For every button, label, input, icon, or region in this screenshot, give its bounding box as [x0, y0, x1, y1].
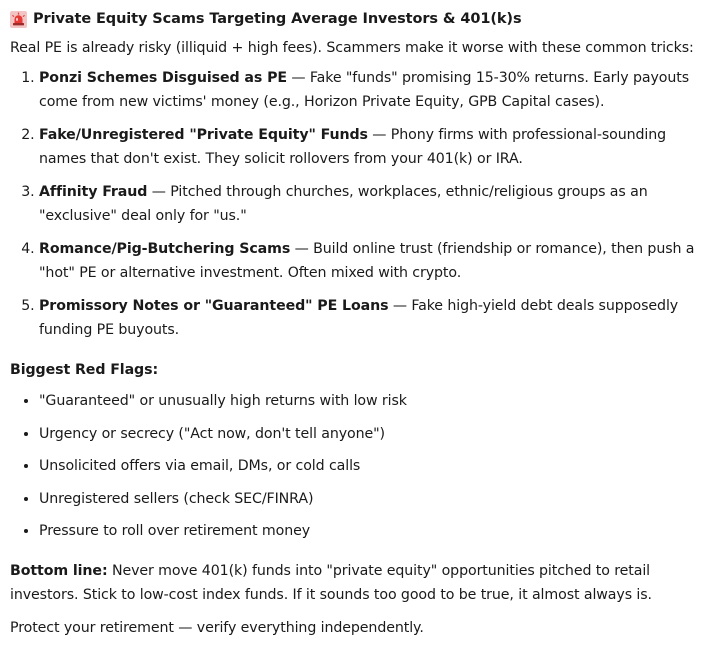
- closing-paragraph: Protect your retirement — verify everything independently.: [10, 619, 424, 636]
- section-heading: [10, 6, 714, 32]
- scam-description: — Pitched through churches, workplaces, ethnic/religious groups as an "exclusive" deal only for "us.": [39, 183, 648, 224]
- list-item: [39, 180, 714, 229]
- scam-title: Ponzi Schemes Disguised as PE: [39, 69, 287, 86]
- list-item: • Urgency or secrecy ("Act now, don't tell anyone"): [39, 422, 714, 447]
- scam-description: — Fake high-yield debt deals supposedly funding PE buyouts.: [39, 297, 679, 338]
- list-item: [39, 294, 714, 343]
- bottom-line-text: Never move 401(k) funds into "private equity" opportunities pitched to retail investors. Stick to low-cost index funds. If it sounds too good to be true, it almost always is.: [10, 562, 652, 603]
- scam-list: [10, 66, 714, 343]
- siren-icon: [10, 11, 27, 28]
- list-item: • Unsolicited offers via email, DMs, or cold calls: [39, 454, 714, 479]
- scam-description: — Build online trust (friendship or romance), then push a "hot" PE or alternative investment. Often mixed with crypto.: [39, 240, 695, 281]
- red-flags-heading: Biggest Red Flags:: [10, 361, 159, 378]
- scam-description: — Fake "funds" promising 15-30% returns. Early payouts come from new victims' money (e.g., Horizon Private Equity, GPB Capital cases).: [39, 69, 689, 110]
- list-item: • "Guaranteed" or unusually high returns with low risk: [39, 389, 714, 414]
- heading-text: Private Equity Scams Targeting Average Investors & 401(k)s: [33, 10, 522, 27]
- red-flags-list: [10, 389, 714, 544]
- list-item: [39, 66, 714, 115]
- scam-title: Fake/Unregistered "Private Equity" Funds: [39, 126, 368, 143]
- list-item: [39, 123, 714, 172]
- bottom-line-label: Bottom line:: [10, 562, 108, 579]
- scam-description: — Phony firms with professional-sounding names that don't exist. They solicit rollovers from your 401(k) or IRA.: [39, 126, 667, 167]
- scam-title: Romance/Pig-Butchering Scams: [39, 240, 291, 257]
- list-item: [39, 237, 714, 286]
- list-item: • Pressure to roll over retirement money: [39, 519, 714, 544]
- scam-title: Affinity Fraud: [39, 183, 148, 200]
- bottom-line-paragraph: [10, 559, 714, 608]
- intro-paragraph: Real PE is already risky (illiquid + high fees). Scammers make it worse with these common tricks:: [10, 40, 694, 56]
- list-item: • Unregistered sellers (check SEC/FINRA): [39, 487, 714, 512]
- scam-title: Promissory Notes or "Guaranteed" PE Loans: [39, 297, 389, 314]
